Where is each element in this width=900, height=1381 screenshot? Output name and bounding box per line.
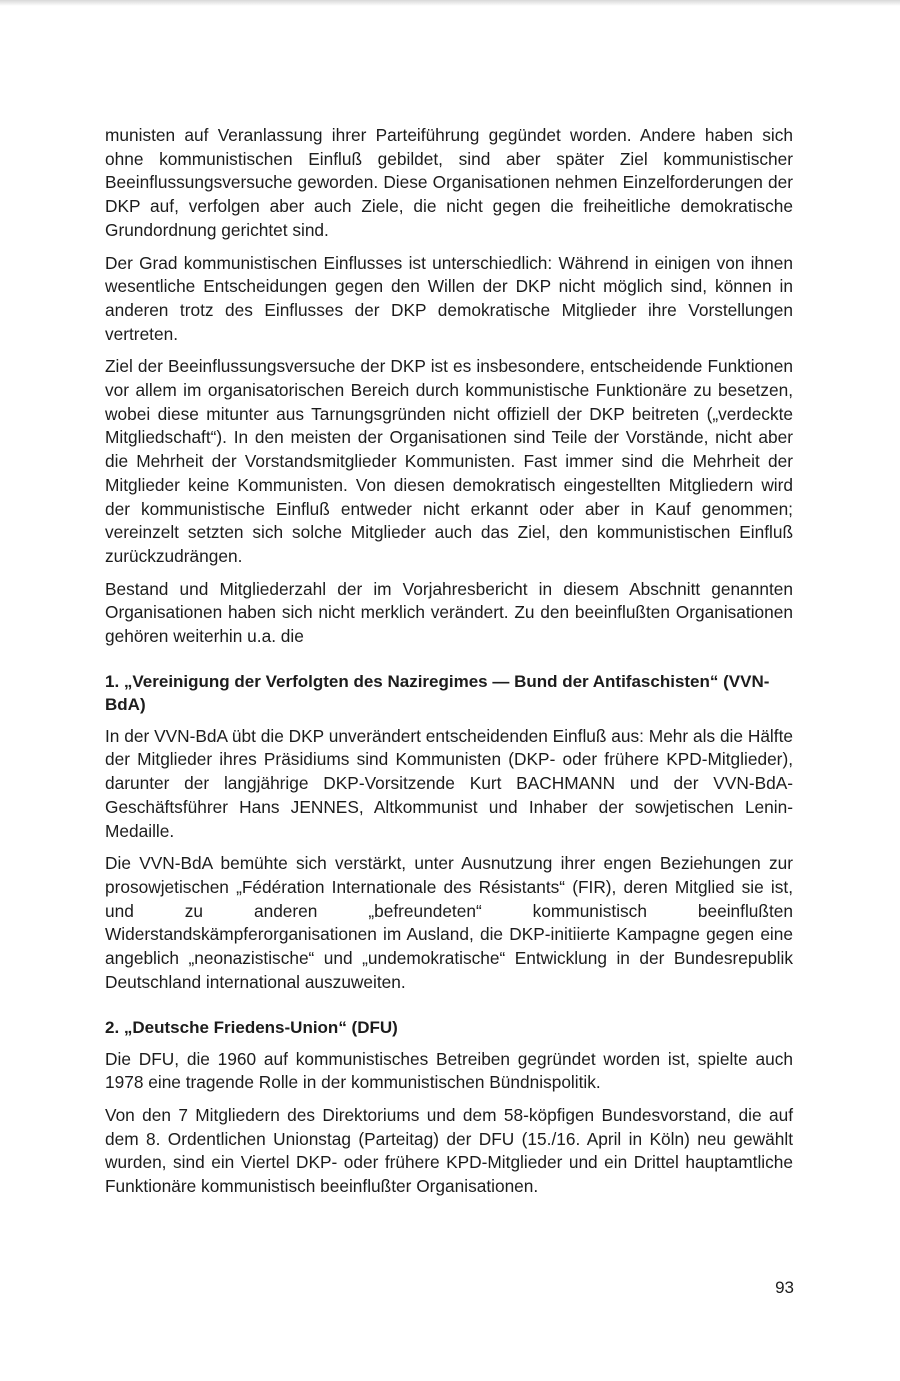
intro-paragraph-2: Der Grad kommunistischen Einflusses ist unterschiedlich: Während in einigen von ihnen wesentliche Entscheidungen gegen den Willen der DKP nicht möglich sind, können in anderen trotz des Einflusses der DKP demokratische Mitglieder ihre Vorstellungen vertreten. <box>105 252 793 344</box>
section-1-paragraph-2: Die VVN-BdA bemühte sich verstärkt, unter Ausnutzung ihrer engen Beziehungen zur prosowjetischen „Fédération Internationale des Résistants“ (FIR), deren Mitglied sie ist, und zu anderen „befreundeten“ kommunistisch beeinflußten Widerstandskämpferorganisationen im Ausland, die DKP-initiierte Kampagne gegen eine angeblich „neonazistische“ und „undemokratische“ Entwicklung in der Bundesrepublik Deutschland international auszuweiten. <box>105 853 793 992</box>
section-1-heading: 1. „Vereinigung der Verfolgten des Naziregimes — Bund der Antifaschisten“ (VVN-BdA) <box>105 671 770 714</box>
intro-paragraph-1: munisten auf Veranlassung ihrer Parteiführung gegündet worden. Andere haben sich ohne kommunistischen Einfluß gebildet, sind aber später Ziel kommunistischer Beeinflussungsversuche geworden. Diese Organisationen nehmen Einzelforderungen der DKP auf, verfolgen aber auch Ziele, die nicht gegen die freiheitliche demokratische Grundordnung gerichtet sind. <box>105 125 793 240</box>
section-2-paragraph-2: Von den 7 Mitgliedern des Direktoriums und dem 58-köpfigen Bundesvorstand, die auf dem 8. Ordentlichen Unionstag (Parteitag) der DFU (15./16. April in Köln) neu gewählt wurden, sind ein Viertel DKP- oder frühere KPD-Mitglieder und ein Drittel hauptamtliche Funktionäre kommunistisch beeinflußter Organisationen. <box>105 1104 793 1197</box>
top-edge-shadow <box>0 0 900 6</box>
page-body <box>105 124 793 1208</box>
intro-paragraph-4: Bestand und Mitgliederzahl der im Vorjahresbericht in diesem Abschnitt genannten Organisationen haben sich nicht merklich verändert. Zu den beeinflußten Organisationen gehören weiterhin u.a. die <box>105 578 793 647</box>
page-number: 93 <box>775 1278 794 1297</box>
section-2-paragraph-1: Die DFU, die 1960 auf kommunistisches Betreiben gegründet worden ist, spielte auch 1978 eine tragende Rolle in der kommunistischen Bündnispolitik. <box>105 1048 793 1093</box>
section-2-heading: 2. „Deutsche Friedens-Union“ (DFU) <box>105 1017 398 1037</box>
intro-paragraph-3: Ziel der Beeinflussungsversuche der DKP ist es insbesondere, entscheidende Funktionen vor allem im organisatorischen Bereich durch kommunistische Funktionäre zu besetzen, wobei diese mitunter aus Tarnungsgründen nicht offiziell der DKP beitreten („verdeckte Mitgliedschaft“). In den meisten der Organisationen sind Teile der Vorstände, nicht aber die Mehrheit der Vorstandsmitglieder Kommunisten. Fast immer sind die Mehrheit der Mitglieder keine Kommunisten. Von diesen demokratisch eingestellten Mitgliedern wird der kommunistische Einfluß entweder nicht erkannt oder aber in Kauf genommen; vereinzelt setzten sich solche Mitglieder auch das Ziel, den kommunistischen Einfluß zurückzudrängen. <box>105 356 793 566</box>
section-1-paragraph-1: In der VVN-BdA übt die DKP unverändert entscheidenden Einfluß aus: Mehr als die Hälfte der Mitglieder ihres Präsidiums sind Kommunisten (DKP- oder frühere KPD-Mitglieder), darunter der langjährige DKP-Vorsitzende Kurt BACHMANN und der VVN-BdA-Geschäftsführer Hans JENNES, Altkommunist und Inhaber der sowjetischen Lenin-Medaille. <box>105 725 793 841</box>
